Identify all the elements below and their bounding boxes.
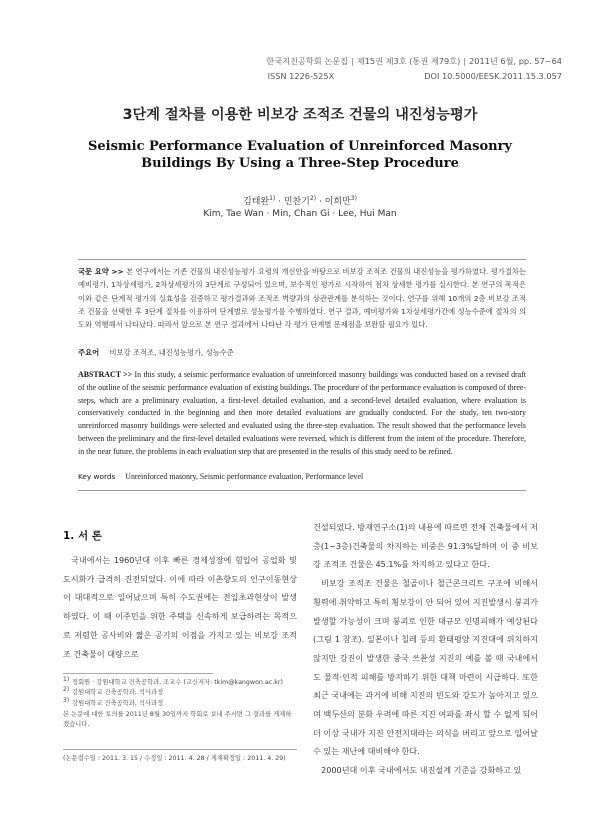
journal-identifiers xyxy=(268,71,562,81)
abstract-korean-label: 국문 요약 >> xyxy=(78,267,124,276)
authors-english: Kim, Tae Wan · Min, Chan Gi · Lee, Hui Man xyxy=(203,209,397,219)
body-column-left xyxy=(63,551,297,663)
discussion-note: 본 논문에 대한 토의를 2011년 8월 30일까지 학회로 보내 주시면 그 결과를 게재하겠습니다. xyxy=(63,710,292,729)
journal-volume: 제15권 제3호 (통권 제79호) xyxy=(356,56,461,66)
footnotes xyxy=(63,678,297,730)
keywords-english-label: Key words xyxy=(78,472,116,481)
body-paragraph: 비보강 조적조 건물은 철골이나 철근콘크리트 구조에 비해서 횡력에 취약하고 특히 횡보강이 안 되어 있어 지진발생시 붕괴가 발생할 가능성이 크며 붕괴로 인한 대규모 인명피해가 예상된다(그림 1 참조). 일본이나 칠레 등의 환태평양 지진대에 위치하지 않지만 강진이 발생한 중국 쓰촨성 지진의 예를 볼 때 국내에서도 물적·인적 피해를 방지하기 위한 대책 마련이 시급하다. 또한 최근 국내에는 과거에 비해 지진의 빈도와 강도가 높아지고 있으며 백두산의 분화 우려에 따른 지진 여파를 좌시 할 수 없게 되어 더 이상 국내가 지진 안전지대라는 의식을 버리고 앞으로 일어날 수 있는 재난에 대비해야 한다. xyxy=(313,578,538,757)
author-mark: 1) xyxy=(269,195,276,202)
footnote: 1) 정회원 · 강원대학교 건축공학과, 조교수 (교신저자: tkim@kangwon.ac.kr) xyxy=(63,676,283,686)
author-mark: 3) xyxy=(350,195,357,202)
section-title: 1. 서 론 xyxy=(63,530,102,542)
footnote-rule xyxy=(63,673,213,674)
footnote: 3) 강원대학교 건축공학과, 석사과정 xyxy=(63,696,164,707)
body-paragraph: 건설되었다. 방재연구소(1)의 내용에 따르면 전체 건축물에서 저층(1~3층)건축물의 차지하는 비중은 91.3%달하며 이 중 비보강 조적조 건물은 45.1%를 차지하고 있다고 한다. xyxy=(313,522,538,570)
doi: DOI 10.5000/EESK.2011.15.3.057 xyxy=(424,71,562,81)
footnote-text: 정회원 · 강원대학교 건축공학과, 조교수 (교신저자: tkim@kangwon.ac.kr) xyxy=(72,679,283,686)
author-name: 이희만 xyxy=(324,197,351,207)
abstract-bottom-rule xyxy=(78,490,526,491)
keywords-korean xyxy=(78,348,526,358)
paper-title-korean: 3단계 절차를 이용한 비보강 조적조 건물의 내진성능평가 xyxy=(122,107,478,123)
author-mark: 2) xyxy=(309,195,317,202)
paper-title-english: Seismic Performance Evaluation of Unreinforced Masonry Buildings By Using a Three-Step Procedure xyxy=(87,139,512,171)
body-paragraph: 2000년대 이후 국내에서도 내진설계 기준을 강화하고 있 xyxy=(321,765,522,776)
author-name: 김태완 xyxy=(243,197,270,207)
abstract-top-rule xyxy=(78,259,526,260)
abstract-english xyxy=(78,369,526,459)
submission-dates: (논문접수일 : 2011. 3. 15 / 수정일 : 2011. 4. 28 / 게재확정일 : 2011. 4. 29) xyxy=(63,749,297,762)
journal-header: 한국지진공학회 논문집 | 제15권 제3호 (통권 제79호) | 2011년 6월, pp. 57~64 xyxy=(266,56,562,66)
issn: ISSN 1226-525X xyxy=(267,71,335,81)
keywords-english-text: Unreinforced masonry, Seismic performance evaluation, Performance level xyxy=(125,472,364,481)
abstract-korean-text: 본 연구에서는 기존 건물의 내진성능평가 요령의 개선안을 바탕으로 비보강 조적조 건물의 내진성능을 평가하였다. 평가절차는 예비평가, 1차상세평가, 2차상세평가의 3단계로 구성되어 있으며, 보수적인 평가로 시작하여 점차 상세한 평가를 실시한다. 본 연구의 목적은 이와 같은 단계적 평가의 실효성을 검증하고 평가결과와 조적조 벽량과의 상관관계를 분석하는 것이다. 연구를 위해 10개의 2층 비보강 조적조 건물을 선택한 후 3단계 절차를 이용하여 단계별로 성능평가를 수행하였다. 연구 결과, 예비평가와 1차상세평가간에 성능수준에 절차의 의도와 역행해서 나타났다. 따라서 앞으로 본 연구 결과에서 나타난 각 평가 단계별 문제점을 보완할 필요가 있다. xyxy=(78,267,526,330)
journal-date-pages: 2011년 6월, pp. 57~64 xyxy=(469,56,562,66)
abstract-english-label: ABSTRACT >> xyxy=(78,370,133,379)
abstract-korean xyxy=(78,265,526,331)
abstract-english-text: In this study, a seismic performance evaluation of unreinforced masonry buildings was conducted based on a revised draft of the outline of the seismic performance evaluation of existing buildings. The procedure of the performance evaluation is composed of three-steps, which are a preliminary evaluation, a first-level detailed evaluation, and a second-level detailed evaluation, where evaluation is conservatively conducted in the beginning and then more detailed evaluations are gradually conducted. For the study, ten two-story unreinforced masonry buildings were selected and evaluated using the three-step evaluation. The result showed that the performance levels between the preliminary and the first-level detailed evaluations were reversed, which is different from the intent of the procedure. Therefore, in the near future, the problems in each evaluation step that are presented in the results of this study need to be refined. xyxy=(78,370,526,456)
body-column-right xyxy=(313,518,538,780)
authors-korean: 김태완$^{1)}$ · 민찬기$^{2)}$ · 이희만$^{3)}$ xyxy=(243,195,357,207)
footnote: 2) 강원대학교 건축공학과, 석사과정 xyxy=(63,686,164,697)
keywords-korean-text: 비보강 조적조, 내진성능평가, 성능수준 xyxy=(109,348,234,357)
body-paragraph: 국내에서는 1960년대 이후 빠른 경제성장에 힘입어 공업화 및 도시화가 급격히 진전되었다. 이에 따라 이촌향도의 인구이동현상이 대대적으로 일어났으며 특히 수도권에는 전입초과현상이 발생하였다. 이 때 이주민을 위한 주택을 신속하게 보급하려는 목적으로 저렴한 공사비와 짧은 공기의 이점을 가지고 있는 비보강 조적조 건축물이 대량으로 xyxy=(63,555,297,659)
keywords-korean-label: 주요어 xyxy=(78,348,100,357)
footnote-text: 강원대학교 건축공학과, 석사과정 xyxy=(72,689,164,697)
footnote-text: 강원대학교 건축공학과, 석사과정 xyxy=(72,699,164,707)
journal-name: 한국지진공학회 논문집 xyxy=(266,56,348,66)
author-name: 민찬기 xyxy=(283,197,310,207)
keywords-english xyxy=(78,472,526,481)
